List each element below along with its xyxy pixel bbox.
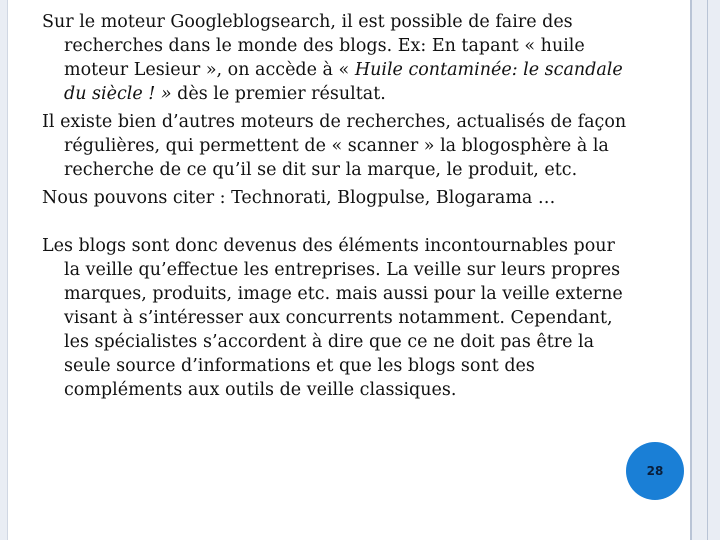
right-border-decoration bbox=[690, 0, 720, 540]
slide-body bbox=[42, 10, 627, 406]
paragraph-other-engines: Il existe bien d’autres moteurs de recherches, actualisés de façon régulières, qui permettent de « scanner » la blogosphère à la recherche de ce qu’il se dit sur la marque, le produit, etc. bbox=[42, 112, 627, 180]
page-number-badge: 28 bbox=[626, 442, 684, 500]
right-border-line bbox=[707, 0, 708, 540]
left-border-decoration bbox=[0, 0, 8, 540]
paragraph-engine-list: Nous pouvons citer : Technorati, Blogpulse, Blogarama … bbox=[42, 188, 556, 208]
paragraph-googleblogsearch bbox=[42, 10, 627, 106]
italic-result-title: Huile contaminée: le scandale du siècle ! » bbox=[64, 60, 623, 104]
paragraph-text: dès le premier résultat. bbox=[171, 84, 386, 104]
paragraph-text: Sur le moteur Googleblogsearch, il est possible de faire des recherches dans le monde des blogs. Ex: En tapant « huile moteur Lesieur », on accède à « bbox=[42, 12, 585, 80]
paragraph-blogs-veille: Les blogs sont donc devenus des éléments incontournables pour la veille qu’effectue les entreprises. La veille sur leurs propres marques, produits, image etc. mais aussi pour la veille externe visant à s’intéresser aux concurrents notamment. Cependant, les spécialistes s’accordent à dire que ce ne doit pas être la seule source d’informations et que les blogs sont des compléments aux outils de veille classiques. bbox=[42, 236, 623, 400]
